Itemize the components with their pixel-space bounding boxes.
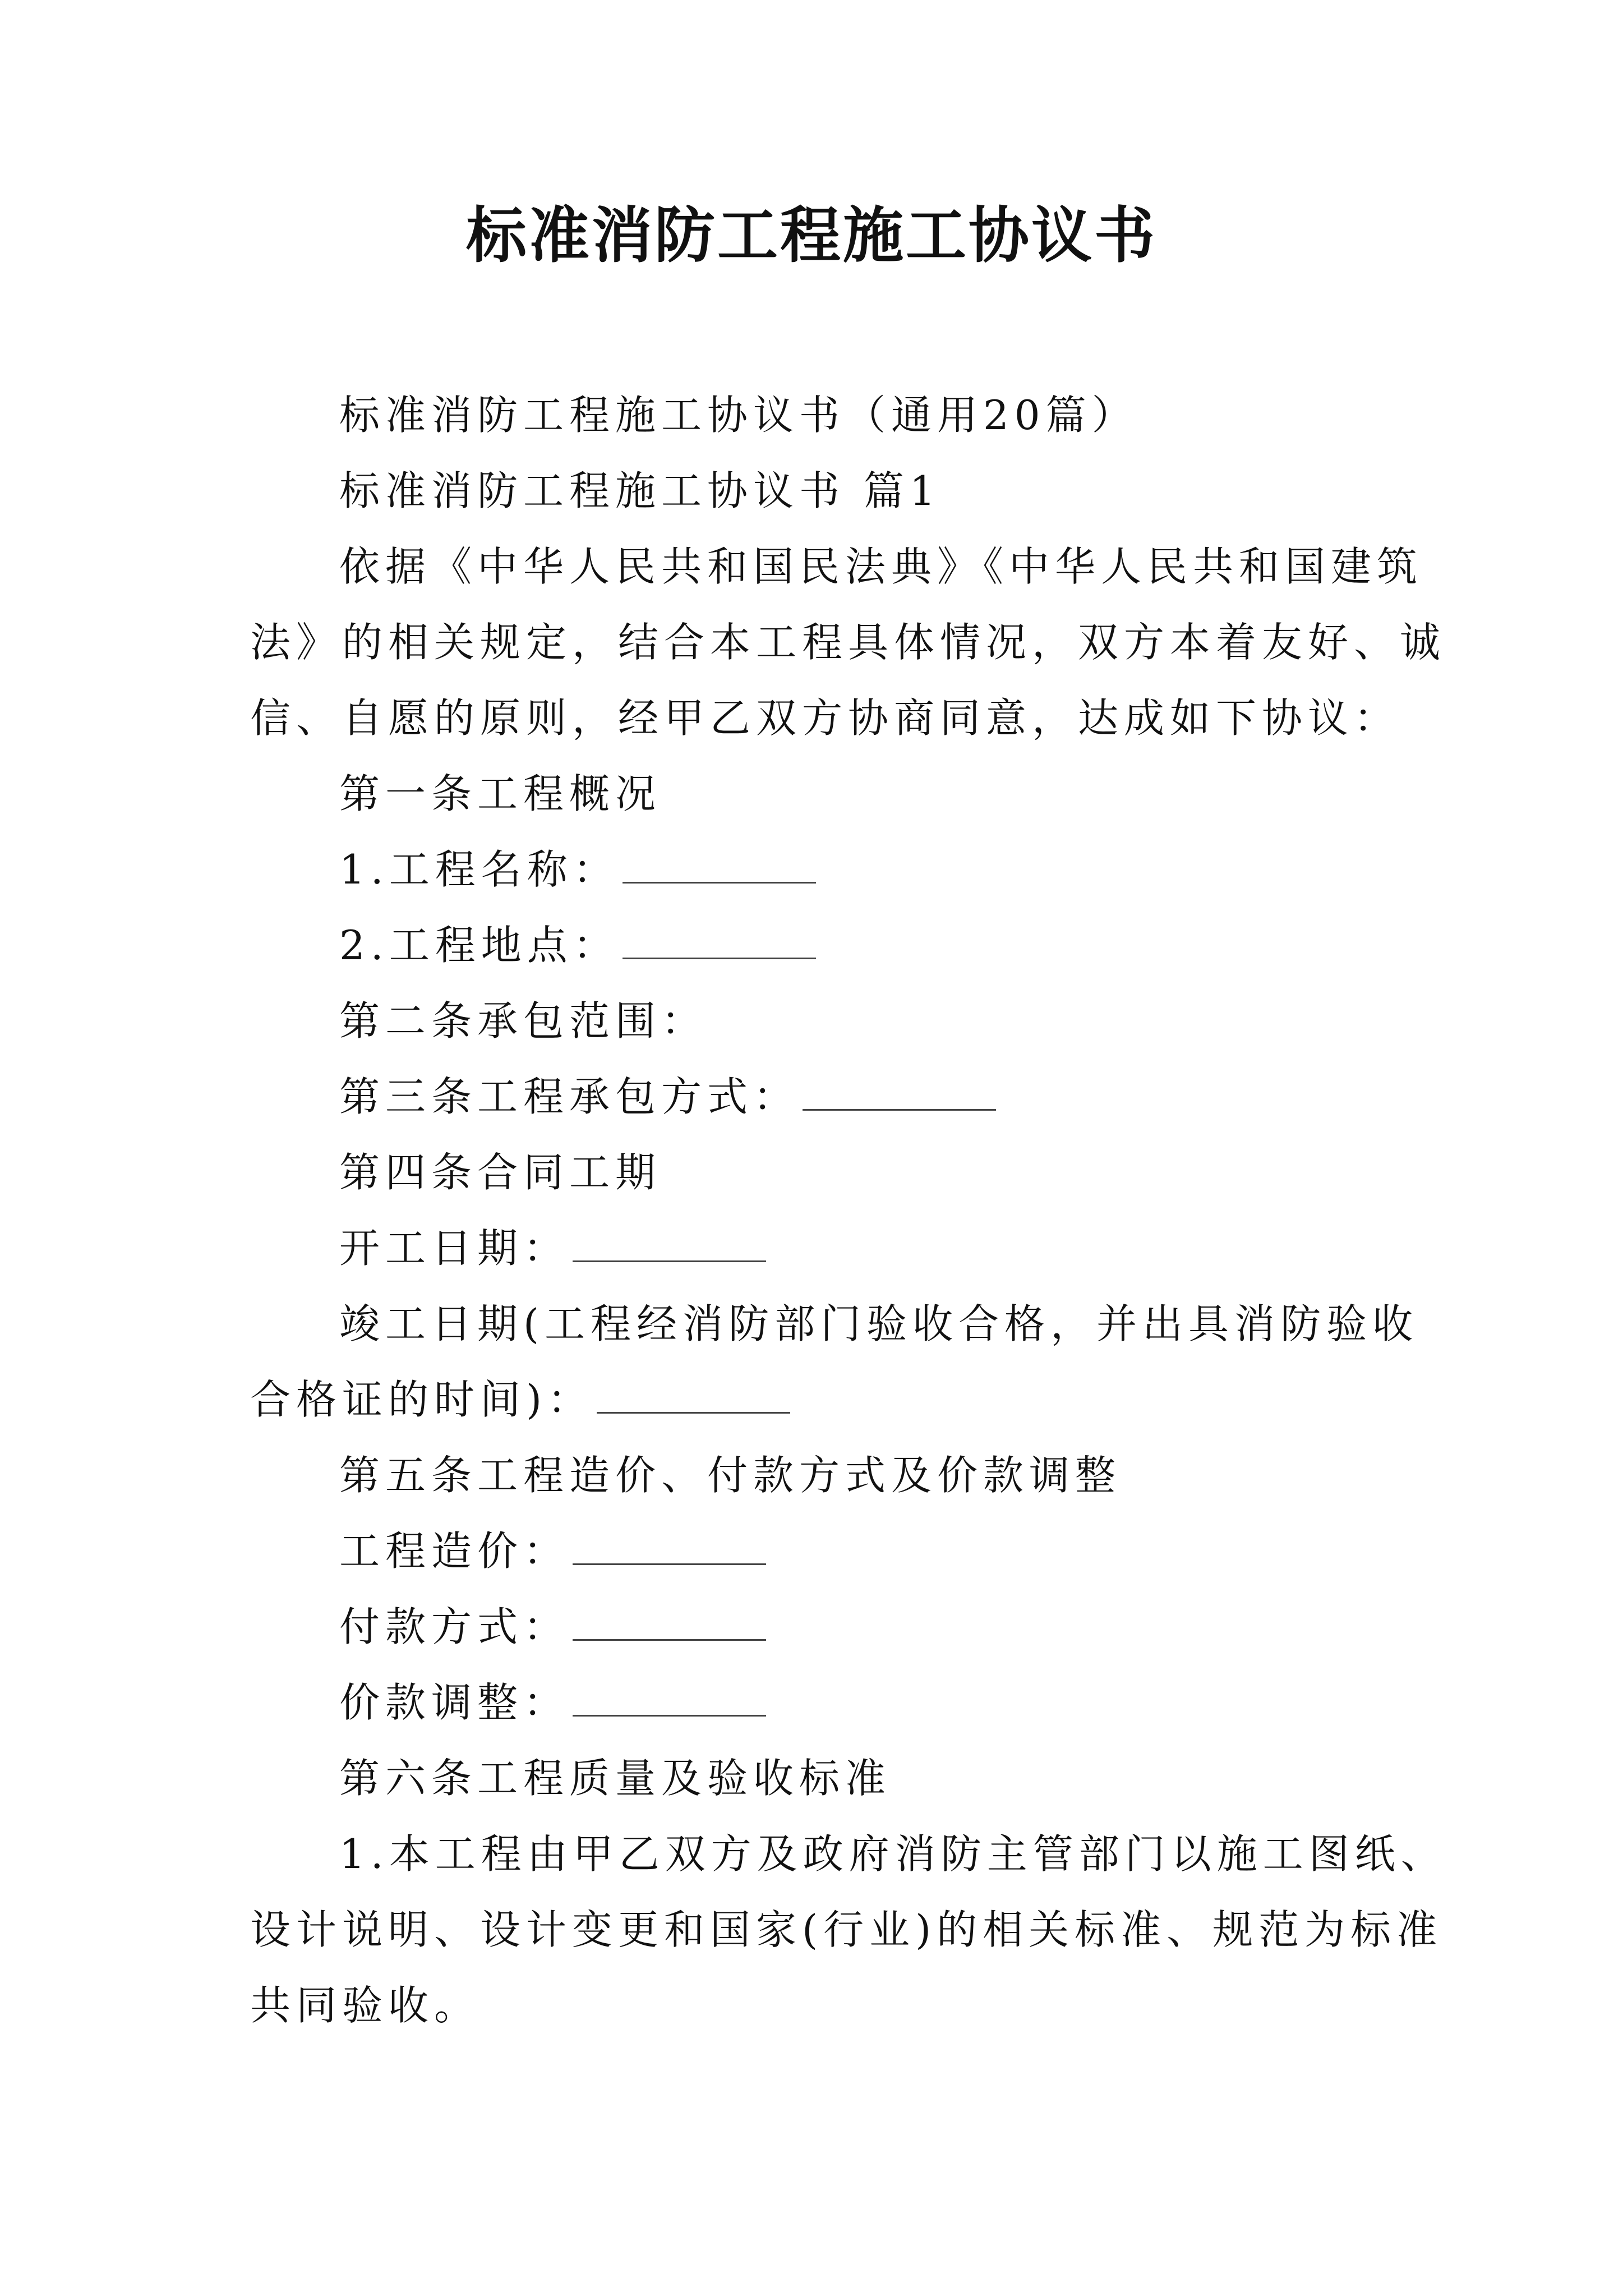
- contract-method-blank[interactable]: [803, 1075, 996, 1111]
- intro-line-1: 依据《中华人民共和国民法典》《中华人民共和国建筑: [339, 543, 1423, 590]
- payment-row: [339, 1599, 766, 1655]
- quality-line-2: 设计说明、设计变更和国家(行业)的相关标准、规范为标准: [250, 1906, 1443, 1953]
- intro-line-3: 信、自愿的原则，经甲乙双方协商同意，达成如下协议：: [250, 694, 1400, 742]
- project-name-blank[interactable]: [623, 848, 816, 884]
- adjust-blank[interactable]: [573, 1681, 766, 1717]
- article-3-heading: 第三条工程承包方式：: [339, 1073, 800, 1120]
- end-date-row: [250, 1372, 790, 1428]
- start-date-row: [339, 1220, 766, 1276]
- article-2-heading: 第二条承包范围：: [339, 997, 708, 1045]
- cost-blank[interactable]: [573, 1530, 766, 1565]
- end-date-line-1: 竣工日期(工程经消防部门验收合格，并出具消防验收: [339, 1300, 1419, 1347]
- article-3-row: [339, 1069, 996, 1125]
- end-date-blank[interactable]: [597, 1378, 790, 1414]
- project-location-blank[interactable]: [623, 924, 816, 959]
- project-location-row: [339, 917, 816, 973]
- article-5-heading: 第五条工程造价、付款方式及价款调整: [339, 1452, 1122, 1499]
- payment-blank[interactable]: [573, 1605, 766, 1641]
- article-4-heading: 第四条合同工期: [339, 1149, 662, 1196]
- project-name-label: 1.工程名称：: [339, 846, 619, 893]
- project-location-label: 2.工程地点：: [339, 922, 619, 969]
- adjust-row: [339, 1674, 766, 1731]
- cost-label: 工程造价：: [339, 1527, 570, 1575]
- article-1-heading: 第一条工程概况: [339, 770, 662, 817]
- subtitle: 标准消防工程施工协议书（通用20篇）: [339, 392, 1138, 439]
- cost-row: [339, 1523, 766, 1579]
- project-name-row: [339, 841, 816, 898]
- quality-line-3: 共同验收。: [250, 1982, 481, 2029]
- intro-line-2: 法》的相关规定，结合本工程具体情况，双方本着友好、诚: [250, 619, 1446, 666]
- payment-label: 付款方式：: [339, 1603, 570, 1650]
- end-date-label: 合格证的时间)：: [250, 1376, 594, 1423]
- document-title: 标准消防工程施工协议书: [465, 200, 1157, 271]
- section-heading: 标准消防工程施工协议书 篇1: [339, 467, 941, 514]
- adjust-label: 价款调整：: [339, 1679, 570, 1726]
- article-6-heading: 第六条工程质量及验收标准: [339, 1755, 892, 1802]
- start-date-label: 开工日期：: [339, 1225, 570, 1272]
- start-date-blank[interactable]: [573, 1227, 766, 1262]
- quality-line-1: 1.本工程由甲乙双方及政府消防主管部门以施工图纸、: [339, 1830, 1447, 1878]
